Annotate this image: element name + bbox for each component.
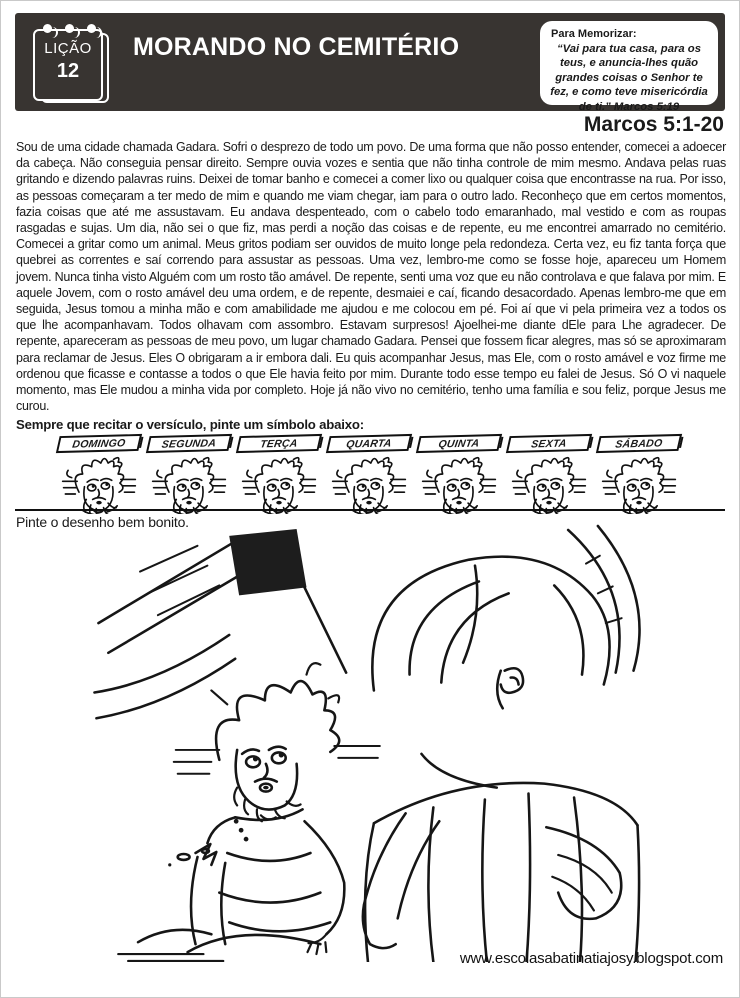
day-banner [596,434,682,453]
day-banner [416,434,502,453]
coloring-caption: Pinte o desenho bem bonito. [16,514,189,531]
passage-heading: Marcos 5:1-20 [583,113,724,136]
binder-ring-icon [65,24,74,33]
story-text: Sou de uma cidade chamada Gadara. Sofri o desprezo de todo um povo. De uma forma que não posso entender, comecei a adoecer da cabeça. Não conseguia pensar direito. Sempre ouvia vozes e sentia que não tinha controle de mim mesmo. Andava pelas ruas gritando e dizendo palavras ruins. Deixei de tomar banho e comecei a comer lixo ou qualquer coisa que encontrasse na rua. Por isso, as pessoas começaram a ter medo de mim e quando me viam chegar, iam para o outro lado. Reconheço que em certos momentos, fazia coisas que até me assustavam. Eu andava despenteado, com o cabelo todo emaranhado, mal vestido e com as roupas rasgadas e sujas. Um dia, não sei o que fiz, mas perdi a noção das coisas e de repente, eu me encontrei amarrado no cemitério. Comecei a gritar como um animal. Meus gritos podiam ser ouvidos de muito longe pela redondeza. Certa vez, eu fiz tanta força que quebrei as correntes e saí correndo para assustar as pessoas. Uma vez, lembro-me como se fosse hoje, apareceu um Homem jovem. Nunca tinha visto Alguém com um rosto tão amável. De repente, senti uma voz que eu não controlava e que falava por mim. E aquele Jovem, com o rosto amável deu uma ordem, e de repente, desmaiei e caí, ficando desacordado. Apenas lembro-me que em seguida, Jesus tomou a minha mão e com amabilidade me ajudou e me colocou em pé. Foi aí que vi pela primeira vez a todos os que lhe acompanhavam. Todos olhavam com assombro. Estavam surpresos! Ajoelhei-me diante dEle para Lhe agradecer. De repente, apareceram as pessoas de meu povo, um lugar chamado Gadara. Pensei que fossem ficar alegres, mas só se aproximaram para reclamar de Jesus. Eles O obrigaram a ir embora dali. Eu quis acompanhar Jesus, mas Ele, com o rosto amável e voz firme me ordenou que ficasse e contasse a todos o que Ele havia feito por mim. Durante todo esse tempo eu falei de Jesus. Só O vi naquele momento, mas Ele mudou a minha vida por completo. Hoje já não vivo no cemitério, tenho uma família e sou feliz, porque Jesus me curou. [16,140,726,414]
troubled-man-face-icon [330,454,408,514]
binder-ring-icon [43,24,52,33]
calendar-front-sheet [33,29,103,101]
lesson-calendar-icon [31,23,117,105]
day-banner [236,434,322,453]
day-item [237,435,321,514]
troubled-man-face-icon [510,454,588,514]
day-item [417,435,501,514]
memorize-label: Para Memorizar: [551,28,637,40]
day-banner-label: QUARTA [345,437,393,452]
day-banner-label: SEGUNDA [160,437,217,452]
day-banner [146,434,232,453]
website-url: www.escolasabatinatiajosy.blogspot.com [459,950,723,967]
day-banner [326,434,412,453]
troubled-man-face-icon [150,454,228,514]
day-banner-label: DOMINGO [71,437,127,452]
day-banner-label: QUINTA [437,437,481,451]
memory-verse-box [540,21,718,113]
header-bar [15,13,725,111]
binder-ring-icon [87,24,96,33]
day-banner [506,434,592,453]
page-title: MORANDO NO CEMITÉRIO [133,33,460,61]
lesson-label: LIÇÃO [44,40,92,57]
days-row [57,435,681,514]
troubled-man-face-icon [600,454,678,514]
day-banner-label: SEXTA [530,438,568,451]
day-item [147,435,231,514]
activity-instruction: Sempre que recitar o versículo, pinte um símbolo abaixo: [16,417,364,433]
troubled-man-face-icon [420,454,498,514]
day-item [597,435,681,514]
day-item [327,435,411,514]
jesus-and-gadarene-drawing [79,524,647,962]
day-banner [56,434,142,453]
memory-verse-text: “Vai para tua casa, para os teus, e anuncia-lhes quão grandes coisas o Senhor te fez, e como teve misericórdia de ti.” Marcos 5:19 [550,43,708,113]
day-item [57,435,141,514]
day-banner-label: TERÇA [259,437,299,451]
day-item [507,435,591,514]
day-banner-label: SÁBADO [614,437,664,452]
coloring-illustration [79,524,647,962]
troubled-man-face-icon [240,454,318,514]
troubled-man-face-icon [60,454,138,514]
lesson-number: 12 [56,60,80,82]
